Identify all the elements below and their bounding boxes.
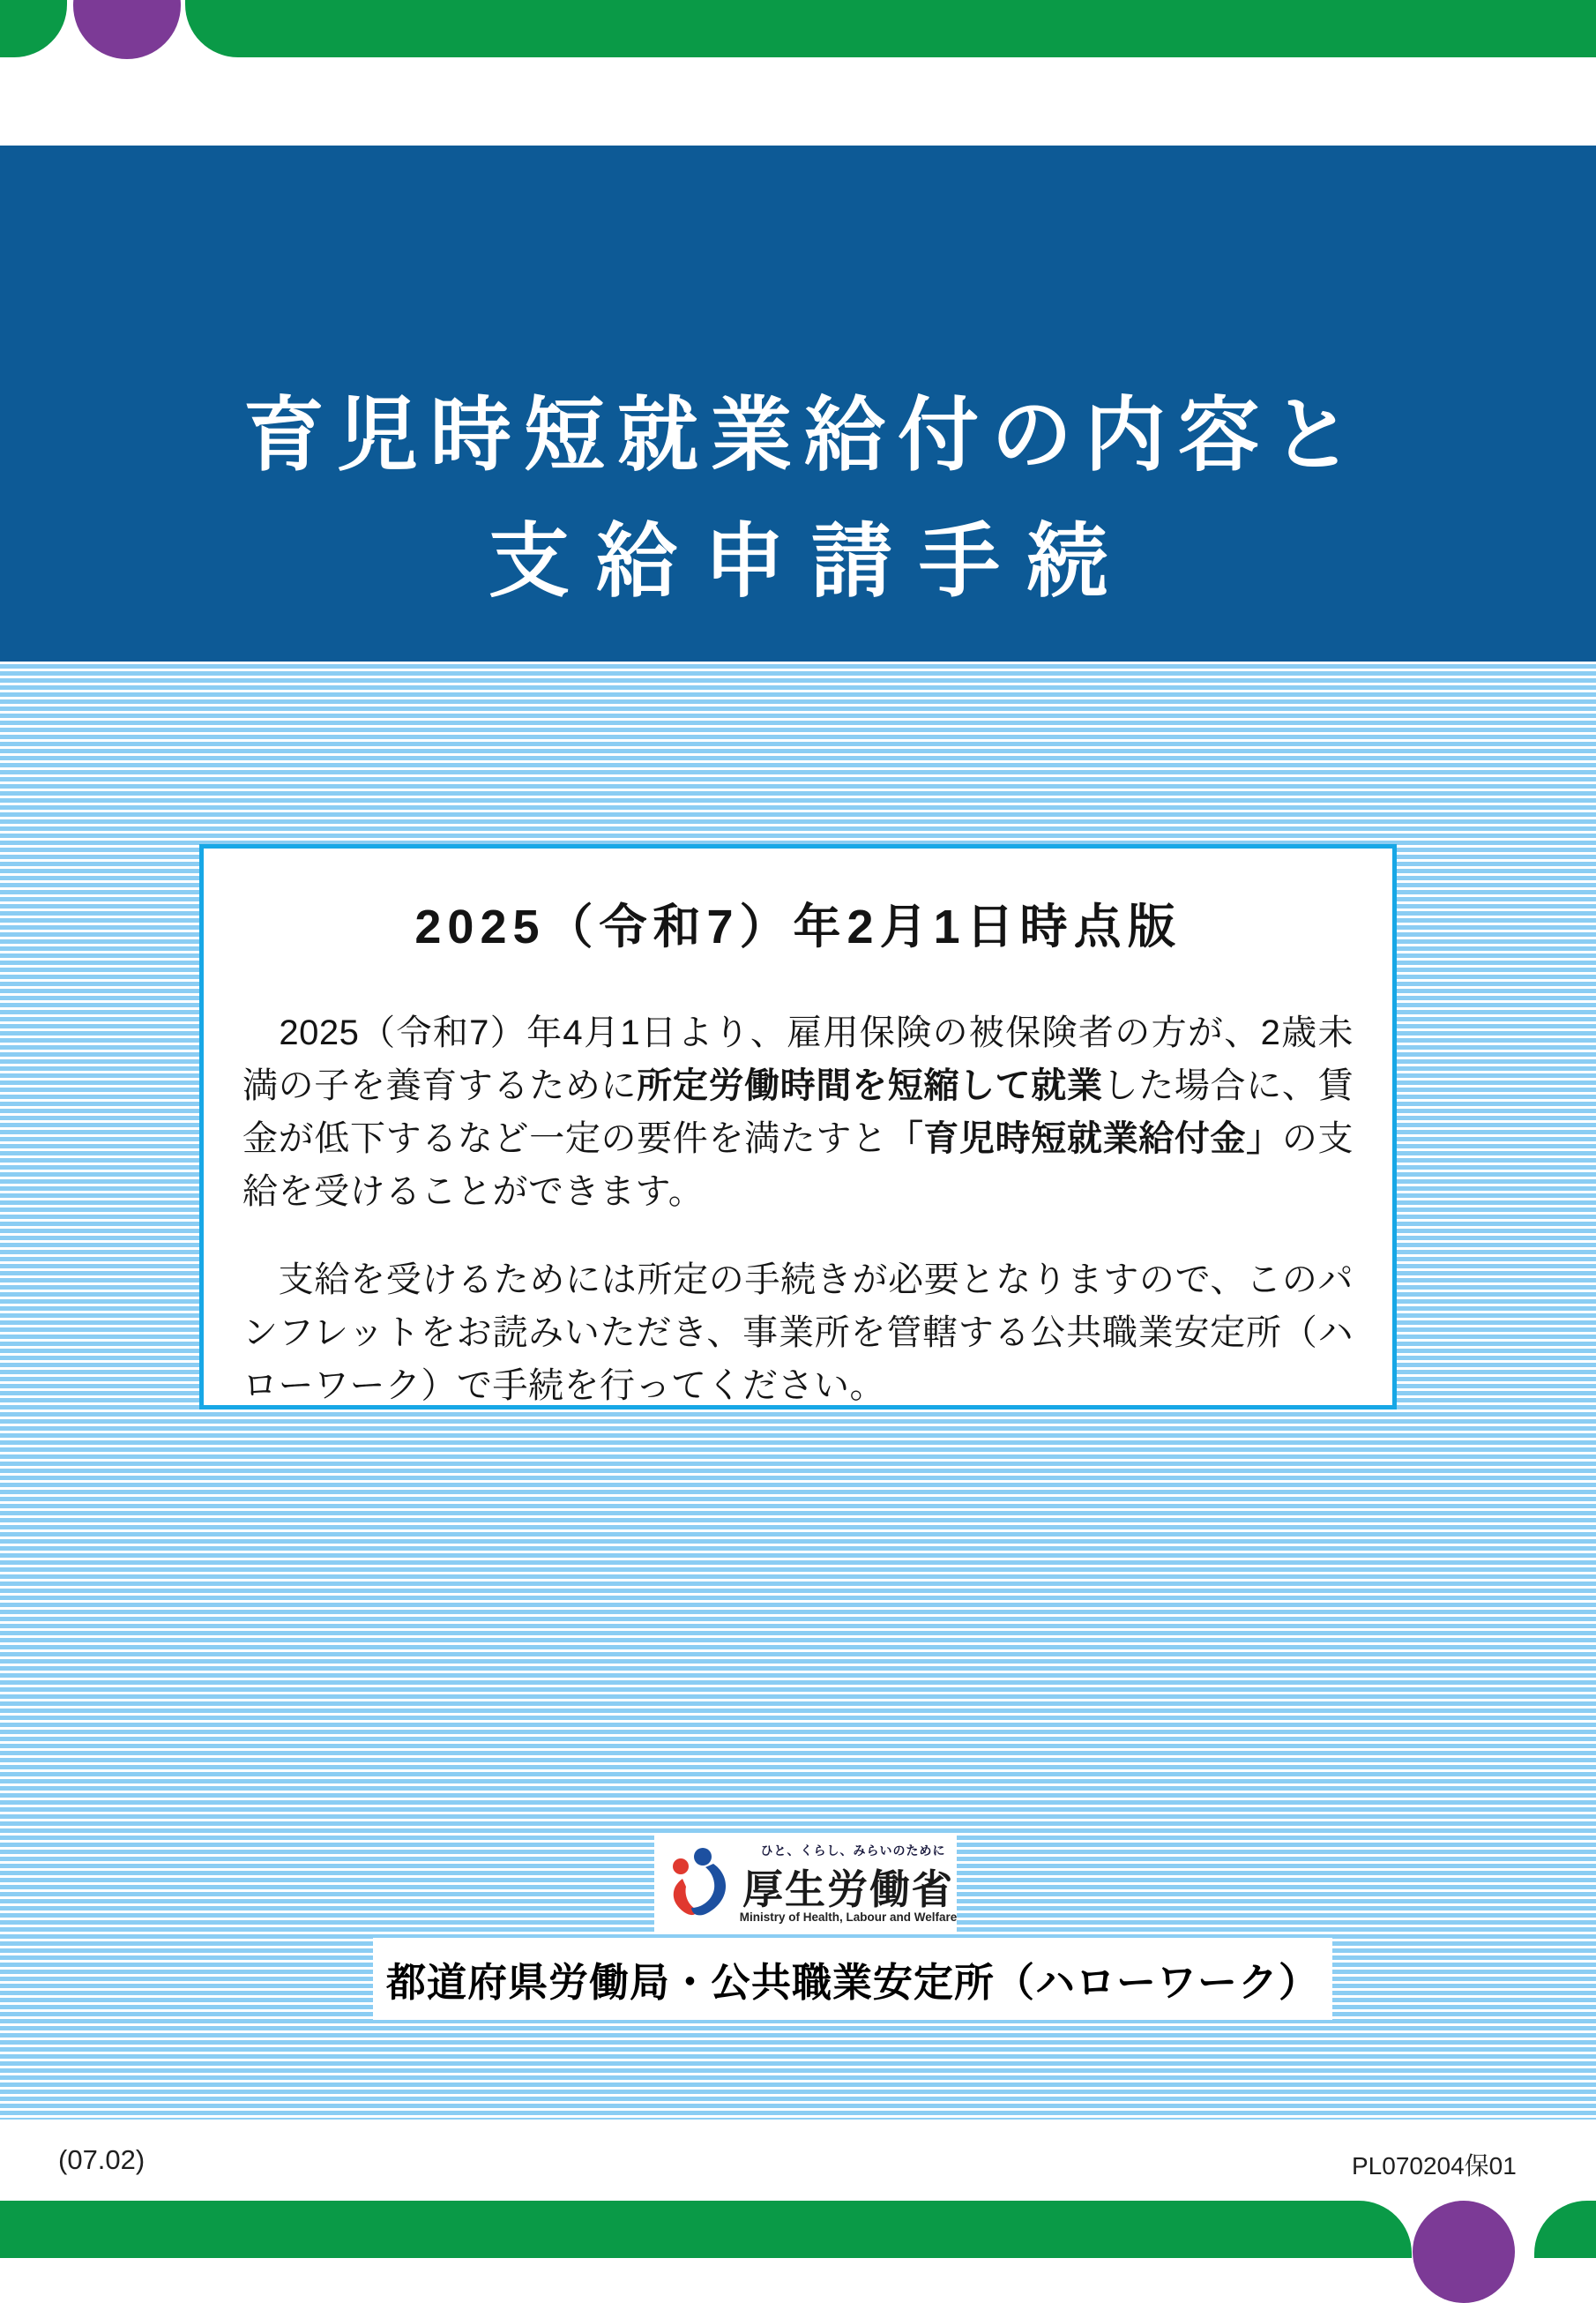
top-band-green-right-shape [185, 0, 1596, 57]
mhlw-name: 厚生労働省 [742, 1866, 954, 1912]
bottom-band-green-right-shape [1534, 2201, 1596, 2258]
page-title-line1: 育児時短就業給付の内容と [242, 391, 1365, 481]
text-segment: 所定労働時間を短縮して就業 [637, 1066, 1103, 1105]
footer-version-label: (07.02) [58, 2144, 145, 2175]
mhlw-logo-icon [665, 1846, 734, 1921]
bottom-band-green-left-shape [0, 2201, 1412, 2258]
mhlw-logo-box [654, 1833, 957, 1934]
notice-paragraph [242, 1006, 1354, 1218]
notice-heading: 2025（令和7）年2月1日時点版 [414, 901, 1182, 953]
footer-doc-code: PL070204保01 [1352, 2152, 1517, 2180]
text-segment: 「育児時短就業給付金」 [887, 1119, 1282, 1158]
text-segment: した場合に、賃金が低下するなど一定の要件を満たすと [242, 1066, 1354, 1158]
page-title-line2: 支給申請手続 [488, 517, 1134, 607]
notice-box [199, 844, 1397, 1409]
notice-paragraph [242, 1253, 1354, 1412]
mhlw-name-en: Ministry of Health, Labour and Welfare [739, 1910, 958, 1924]
text-segment: の支給を受けることができます。 [242, 1119, 1354, 1211]
text-segment: 2025（令和7）年4月1日より、雇用保険の被保険者の方が、2歳未満の子を養育するために [242, 1013, 1354, 1105]
top-band-green-left-shape [0, 0, 67, 57]
top-band-purple-circle [73, 0, 181, 59]
org-band [373, 1938, 1332, 2020]
org-band-label: 都道府県労働局・公共職業安定所（ハローワーク） [385, 1960, 1319, 2005]
bottom-band-purple-circle [1413, 2201, 1515, 2303]
text-segment: 支給を受けるためには所定の手続きが必要となりますので、このパンフレットをお読みいただき、事業所を管轄する公共職業安定所（ハローワーク）で手続を行ってください。 [242, 1260, 1354, 1405]
mhlw-tagline: ひと、くらし、みらいのために [760, 1843, 946, 1858]
notice-paragraphs [204, 1006, 1392, 1412]
header-block [0, 146, 1596, 662]
